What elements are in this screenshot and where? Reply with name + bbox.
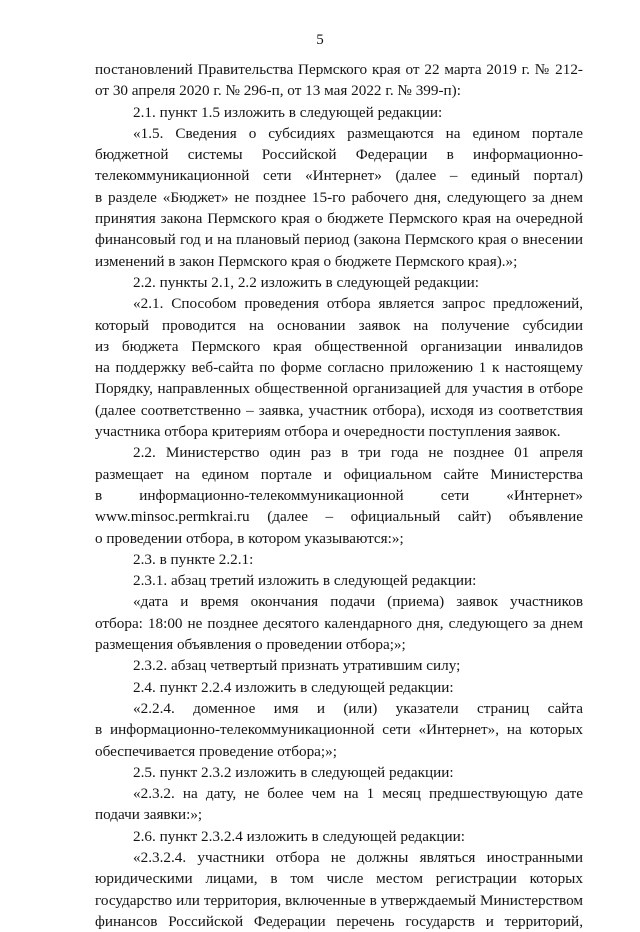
- text-line: «2.2.4. доменное имя и (или) указатели страниц сайта: [133, 699, 583, 717]
- text-line: на поддержку веб-сайта по форме согласно приложению 1 к настоящему: [95, 359, 583, 377]
- text-line: о проведении отбора, в котором указываются:»;: [95, 529, 404, 547]
- text-line: 2.2. пункты 2.1, 2.2 изложить в следующей редакции:: [133, 273, 479, 291]
- text-line: www.minsoc.permkrai.ru (далее – официальный сайт) объявление: [95, 508, 583, 526]
- text-line: (далее соответственно – заявка, участник отбора), исходя из соответствия: [95, 401, 583, 419]
- document-body: [95, 59, 583, 932]
- text-line: бюджетной системы Российской Федерации в информационно-: [95, 146, 583, 164]
- text-line: «дата и время окончания подачи (приема) заявок участников: [133, 593, 583, 611]
- text-line: 2.3.2. абзац четвертый признать утратившим силу;: [133, 657, 461, 675]
- text-line: 2.3. в пункте 2.2.1:: [133, 550, 254, 568]
- text-line: постановлений Правительства Пермского края от 22 марта 2019 г. № 212-: [95, 61, 583, 78]
- text-line: телекоммуникационной сети «Интернет» (далее – единый портал): [95, 167, 583, 185]
- text-line: из бюджета Пермского края общественной организации инвалидов: [95, 337, 583, 355]
- text-line: размещения объявления о проведении отбора;»;: [95, 636, 406, 654]
- text-line: «2.3.2. на дату, не более чем на 1 месяц предшествующую дате: [133, 785, 583, 803]
- text-line: в информационно-телекоммуникационной сети «Интернет», на которых: [95, 721, 583, 739]
- text-line: отбора: 18:00 не позднее десятого календарного дня, следующего за днем: [95, 614, 583, 632]
- text-line: 2.5. пункт 2.3.2 изложить в следующей редакции:: [133, 763, 454, 781]
- text-line: принятия закона Пермского края о бюджете Пермского края на очередной: [95, 210, 583, 228]
- text-line: 2.6. пункт 2.3.2.4 изложить в следующей редакции:: [133, 827, 465, 845]
- text-line: размещает на едином портале и официальном сайте Министерства: [95, 465, 583, 483]
- text-line: подачи заявки:»;: [95, 806, 203, 824]
- text-line: государство или территория, включенные в утверждаемый Министерством: [95, 891, 583, 909]
- text-line: финансов Российской Федерации перечень государств и территорий,: [95, 912, 583, 930]
- text-line: 2.3.1. абзац третий изложить в следующей редакции:: [133, 572, 477, 590]
- text-line: 2.1. пункт 1.5 изложить в следующей редакции:: [133, 103, 443, 121]
- text-line: который проводится на основании заявок на получение субсидии: [95, 316, 583, 334]
- text-line: от 30 апреля 2020 г. № 296-п, от 13 мая 2022 г. № 399-п):: [95, 82, 461, 100]
- text-line: 2.4. пункт 2.2.4 изложить в следующей редакции:: [133, 678, 454, 696]
- text-line: «1.5. Сведения о субсидиях размещаются на едином портале: [133, 124, 583, 142]
- text-line: Порядку, направленных общественной организацией для участия в отборе: [95, 380, 583, 398]
- text-line: «2.1. Способом проведения отбора является запрос предложений,: [133, 295, 583, 313]
- text-line: финансовый год и на плановый период (закона Пермского края о внесении: [95, 231, 583, 249]
- text-line: «2.3.2.4. участники отбора не должны являться иностранными: [133, 848, 583, 866]
- text-line: участника отбора критериям отбора и очередности поступления заявок.: [95, 423, 561, 441]
- text-line: юридическими лицами, в том числе местом регистрации которых: [95, 870, 583, 888]
- text-line: в информационно-телекоммуникационной сети «Интернет»: [95, 486, 583, 504]
- text-line: изменений в закон Пермского края о бюджете Пермского края).»;: [95, 252, 518, 270]
- text-line: 2.2. Министерство один раз в три года не позднее 01 апреля: [133, 444, 583, 462]
- text-line: в разделе «Бюджет» не позднее 15-го рабочего дня, следующего за днем: [95, 188, 583, 206]
- text-line: обеспечивается проведение отбора;»;: [95, 742, 337, 760]
- page-number: 5: [316, 32, 324, 48]
